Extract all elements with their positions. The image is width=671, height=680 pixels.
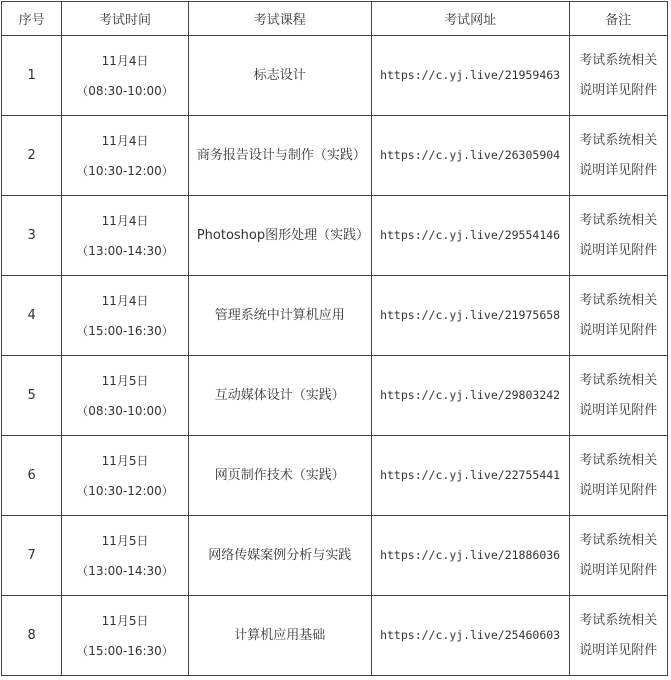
exam-date: 11月5日 xyxy=(101,373,149,388)
note-line-2: 说明详见附件 xyxy=(579,242,658,258)
course-name: 计算机应用基础 xyxy=(234,627,326,643)
exam-date: 11月4日 xyxy=(101,133,149,148)
note-line-1: 考试系统相关 xyxy=(579,452,658,468)
table-body xyxy=(2,36,668,676)
table-row xyxy=(2,276,668,356)
header-remarks: 备注 xyxy=(569,2,667,36)
url-cell xyxy=(371,116,569,196)
note-line-2: 说明详见附件 xyxy=(579,642,658,658)
course-name: 网络传媒案例分析与实践 xyxy=(208,547,352,563)
exam-date: 11月4日 xyxy=(101,293,149,308)
exam-date: 11月5日 xyxy=(101,453,149,468)
note-line-1: 考试系统相关 xyxy=(579,212,658,228)
course-name: Photoshop图形处理（实践） xyxy=(196,227,370,243)
note-cell xyxy=(569,436,667,516)
url-cell xyxy=(371,596,569,676)
url-cell xyxy=(371,436,569,516)
table-row xyxy=(2,116,668,196)
course-cell xyxy=(188,436,371,516)
exam-time-range: （15:00-16:30） xyxy=(76,323,174,338)
note-cell xyxy=(569,196,667,276)
note-line-1: 考试系统相关 xyxy=(579,132,658,148)
exam-url-link[interactable]: https://c.yj.live/22755441 xyxy=(380,468,561,482)
exam-time-cell xyxy=(62,36,189,116)
note-cell xyxy=(569,596,667,676)
note-line-2: 说明详见附件 xyxy=(579,162,658,178)
serial-number-cell: 3 xyxy=(2,196,62,276)
exam-url-link[interactable]: https://c.yj.live/29554146 xyxy=(380,228,561,242)
exam-time-range: （13:00-14:30） xyxy=(76,243,174,258)
url-cell xyxy=(371,196,569,276)
exam-url-link[interactable]: https://c.yj.live/25460603 xyxy=(380,628,561,642)
table-row xyxy=(2,36,668,116)
exam-time-cell xyxy=(62,116,189,196)
exam-time-cell xyxy=(62,196,189,276)
table-row xyxy=(2,196,668,276)
exam-time-range: （15:00-16:30） xyxy=(76,643,174,658)
table-header xyxy=(2,2,668,36)
url-cell xyxy=(371,356,569,436)
course-cell xyxy=(188,276,371,356)
note-cell xyxy=(569,276,667,356)
course-cell xyxy=(188,356,371,436)
note-line-2: 说明详见附件 xyxy=(579,482,658,498)
exam-time-cell xyxy=(62,356,189,436)
note-line-2: 说明详见附件 xyxy=(579,82,658,98)
url-cell xyxy=(371,36,569,116)
course-cell xyxy=(188,596,371,676)
course-name: 标志设计 xyxy=(253,67,306,83)
table-row xyxy=(2,356,668,436)
note-line-2: 说明详见附件 xyxy=(579,562,658,578)
exam-time-range: （10:30-12:00） xyxy=(76,163,174,178)
note-cell xyxy=(569,516,667,596)
exam-url-link[interactable]: https://c.yj.live/29803242 xyxy=(380,388,561,402)
exam-url-link[interactable]: https://c.yj.live/21886036 xyxy=(380,548,561,562)
exam-url-link[interactable]: https://c.yj.live/26305904 xyxy=(380,148,561,162)
note-line-1: 考试系统相关 xyxy=(579,532,658,548)
course-name: 管理系统中计算机应用 xyxy=(214,307,345,323)
exam-url-link[interactable]: https://c.yj.live/21959463 xyxy=(380,68,561,82)
exam-date: 11月4日 xyxy=(101,53,149,68)
note-line-1: 考试系统相关 xyxy=(579,52,658,68)
exam-url-link[interactable]: https://c.yj.live/21975658 xyxy=(380,308,561,322)
exam-time-range: （13:00-14:30） xyxy=(76,563,174,578)
exam-date: 11月4日 xyxy=(101,213,149,228)
exam-time-cell xyxy=(62,516,189,596)
table-row xyxy=(2,436,668,516)
note-line-1: 考试系统相关 xyxy=(579,292,658,308)
url-cell xyxy=(371,276,569,356)
exam-date: 11月5日 xyxy=(101,533,149,548)
note-cell xyxy=(569,116,667,196)
course-name: 网页制作技术（实践） xyxy=(214,467,345,483)
exam-time-range: （10:30-12:00） xyxy=(76,483,174,498)
header-row xyxy=(2,2,668,36)
course-cell xyxy=(188,196,371,276)
course-cell xyxy=(188,116,371,196)
exam-date: 11月5日 xyxy=(101,613,149,628)
note-cell xyxy=(569,36,667,116)
header-exam-course: 考试课程 xyxy=(188,2,371,36)
header-exam-url: 考试网址 xyxy=(371,2,569,36)
header-exam-time: 考试时间 xyxy=(62,2,189,36)
serial-number-cell: 6 xyxy=(2,436,62,516)
course-cell xyxy=(188,516,371,596)
note-line-1: 考试系统相关 xyxy=(579,372,658,388)
url-cell xyxy=(371,516,569,596)
exam-time-cell xyxy=(62,436,189,516)
serial-number-cell: 8 xyxy=(2,596,62,676)
table-row xyxy=(2,516,668,596)
serial-number-cell: 1 xyxy=(2,36,62,116)
header-serial-number: 序号 xyxy=(2,2,62,36)
serial-number-cell: 4 xyxy=(2,276,62,356)
course-cell xyxy=(188,36,371,116)
serial-number-cell: 5 xyxy=(2,356,62,436)
table-row xyxy=(2,596,668,676)
course-name: 商务报告设计与制作（实践） xyxy=(196,147,366,163)
note-line-2: 说明详见附件 xyxy=(579,322,658,338)
exam-time-range: （08:30-10:00） xyxy=(76,403,174,418)
exam-time-range: （08:30-10:00） xyxy=(76,83,174,98)
exam-schedule-table xyxy=(1,1,668,676)
exam-time-cell xyxy=(62,596,189,676)
serial-number-cell: 2 xyxy=(2,116,62,196)
note-line-2: 说明详见附件 xyxy=(579,402,658,418)
serial-number-cell: 7 xyxy=(2,516,62,596)
note-line-1: 考试系统相关 xyxy=(579,612,658,628)
exam-time-cell xyxy=(62,276,189,356)
course-name: 互动媒体设计（实践） xyxy=(214,387,345,403)
note-cell xyxy=(569,356,667,436)
